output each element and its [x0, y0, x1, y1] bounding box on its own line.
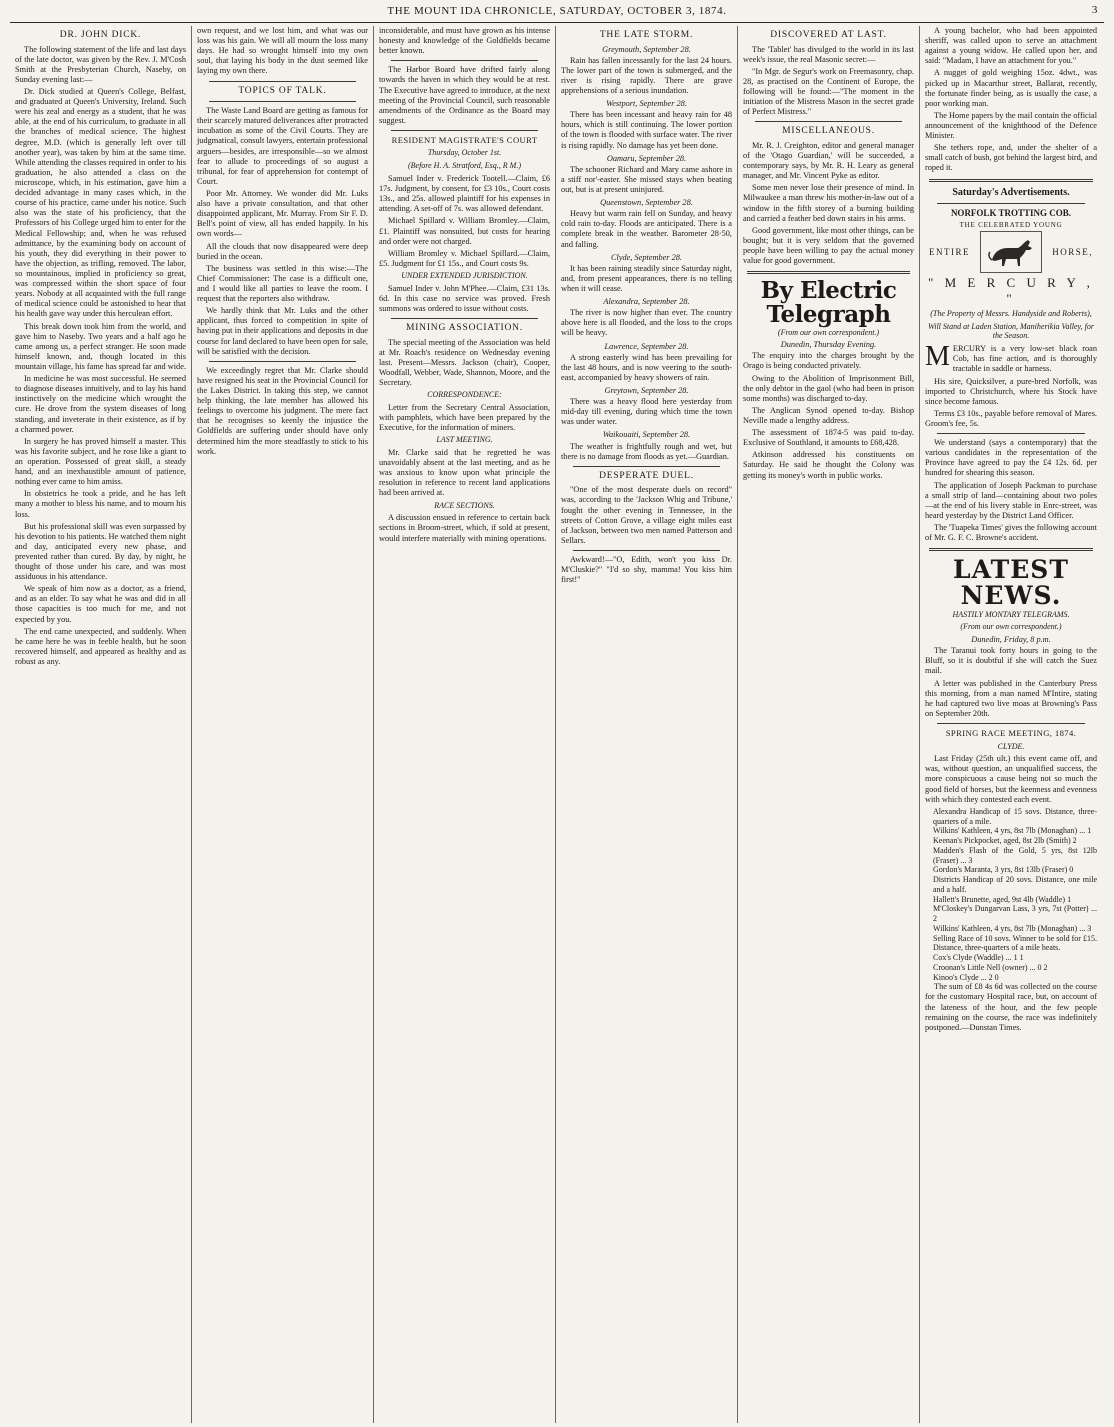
paragraph: Good government, like most other things, can be bought; but it is very seldom that the governed people have been willing to pay the actual money value for good government. — [743, 225, 914, 266]
race-result-line: Madden's Flash of the Gold, 5 yrs, 8st 12lb (Fraser) ... 3 — [933, 845, 1097, 865]
divider — [391, 60, 538, 61]
paragraph: We hardly think that Mr. Luks and the other applicant, thus forced to competition in spite of having put in their applications and deposits in due course for land declared to have been open for sale, will be satisfied with the decision. — [197, 306, 368, 356]
dateline: Dunedin, Friday, 8 p.m. — [971, 635, 1051, 645]
race-result-line: Wilkins' Kathleen, 4 yrs, 8st 7lb (Monaghan) ... 3 — [933, 923, 1092, 933]
ad-subtitle: THE CELEBRATED YOUNG — [959, 220, 1063, 229]
dateline: Greytown, September 28. — [604, 385, 689, 395]
paragraph: The schooner Richard and Mary came ashore in a stiff nor'-easter. She missed stays when beating out, but is at present uninjured. — [561, 164, 732, 194]
dateline: Alexandra, September 28. — [603, 297, 690, 307]
paragraph: The sum of £8 4s 6d was collected on the course for the customary Hospital race, but, on account of the lateness of the hour, and the few people remaining on the course, the race was indefinitely postponed.—Dunstan Times. — [925, 982, 1097, 1032]
dateline: Greymouth, September 28. — [602, 44, 691, 54]
article-heading-dr-john-dick: DR. JOHN DICK. — [59, 30, 142, 40]
divider — [573, 466, 720, 467]
divider — [391, 318, 538, 319]
article-heading-mining-association: MINING ASSOCIATION. — [405, 323, 524, 334]
banner-subtitle: (From our own correspondent.) — [777, 327, 880, 337]
paragraph: Owing to the Abolition of Imprisonment Bill, the only debtor in the gaol (who had been in prison some months) was discharged to-day. — [743, 373, 914, 403]
dateline: Queenstown, September 28. — [600, 198, 693, 208]
race-results — [933, 807, 1097, 983]
paragraph: There was a heavy flood here yesterday from mid-day till evening, during which time the town was under water. — [561, 397, 732, 427]
paragraph: Poor Mr. Attorney. We wonder did Mr. Luks also have a private consultation, and that other disappointed applicant, Mr. Murray. From Sir F. D. Bell's point of view, all has ended happily. In his own words— — [197, 189, 368, 239]
divider — [209, 361, 356, 362]
page-number: 3 — [1091, 4, 1098, 16]
paragraph: Mr. R. J. Creighton, editor and general manager of the 'Otago Guardian,' will be succeeded, a contemporary says, by Mr. R. H. Leary as general manager, and Mr. Vincent Pyke as editor. — [743, 140, 914, 181]
divider — [209, 101, 356, 102]
paragraph: The assessment of 1874-5 was paid to-day. Exclusive of Southland, it amounts to £68,428. — [743, 428, 914, 448]
divider — [747, 271, 910, 274]
paragraph: The application of Joseph Packman to purchase a small strip of land—containing about two poles—at the end of his livery stable in Enrc-street, was heard yesterday by the District Land Officer. — [925, 480, 1097, 520]
paragraph: In obstetrics he took a pride, and he has left many a mother to bless his name, and to mourn his loss. — [15, 489, 186, 519]
paragraph: In medicine he was most successful. He seemed to diagnose diseases intuitively, and to lay his hand instinctively on the medicine which wrought the cure. He drove from the system diseases of long standing, and inveterate in their existence, as if by a charmed power. — [15, 374, 186, 434]
ad-paragraph: His sire, Quicksilver, a pure-bred Norfolk, was imported to Christchurch, where his Stock have since become famous. — [925, 376, 1097, 406]
paragraph: Heavy but warm rain fell on Sunday, and heavy cold rain to-day. Floods are anticipated. There is a complete break in the weather. Barometer 28·50, and falling. — [561, 209, 732, 249]
column-4 — [556, 26, 738, 1423]
ad-horse-name: " M E R C U R Y , " — [928, 275, 1094, 307]
column-1 — [10, 26, 192, 1423]
paragraph: Atkinson addressed his constituents on Saturday. He said he thought the Colony was getting its money's worth in public works. — [743, 450, 914, 480]
paragraph: Letter from the Secretary Central Association, with pamphlets, which have been prepared by the Executive, for the information of miners. — [379, 402, 550, 433]
paragraph: Mr. Clarke said that he regretted he was unavoidably absent at the last meeting, and as he was anxious to know upon what principle the resolution in reference to recent land applications had been arrived at. — [379, 447, 550, 498]
subheading: (From our own correspondent.) — [960, 622, 1062, 632]
paragraph: All the clouds that now disappeared were deep buried in the ocean. — [197, 241, 368, 261]
ad-text: ERCURY is a very low-set black roan Cob, has fine action, and is thoroughly tractable in saddle or harness. — [952, 344, 1097, 374]
subheading: RACE SECTIONS. — [434, 500, 495, 510]
ad-title: NORFOLK TROTTING COB. — [950, 207, 1072, 218]
paragraph: A discussion ensued in reference to certain back sections in Broom-street, which, if sold at present, would interfere materially with mining operations. — [379, 513, 550, 543]
horse-engraving-icon — [984, 234, 1038, 270]
article-heading-desperate-duel: DESPERATE DUEL. — [599, 470, 694, 481]
race-result-line: Keenan's Pickpocket, aged, 8st 2lb (Smith) 2 — [933, 836, 1077, 846]
paragraph: Some men never lose their presence of mind. In Milwaukee a man threw his mother-in-law out of a window in the fifth storey of a burning building and carried a feather bed down stairs in his arms. — [743, 183, 914, 223]
paragraph: The river is now higher than ever. The country above here is all flooded, and the loss to the crops will be heavy. — [561, 308, 732, 338]
paragraph: The 'Tuapeka Times' gives the following account of Mr. G. F. C. Browne's accident. — [925, 522, 1097, 543]
dateline: Waikouaiti, September 28. — [602, 430, 691, 440]
paragraph: own request, and we lost him, and what was our loss was his gain. We will all mourn the loss many days. He had so wrought himself into my own soul, that laying his body in the dust seemed like laying my own there. — [197, 26, 368, 76]
dateline: Westport, September 28. — [606, 99, 687, 109]
race-result-line: Districts Handicap of 20 sovs. Distance, one mile and a half. — [933, 875, 1097, 894]
paragraph: The 'Tablet' has divulged to the world in its last week's issue, the real Masonic secret:— — [743, 44, 914, 64]
subheading: CORRESPONDENCE: — [427, 390, 502, 400]
paragraph: This break down took him from the world, and gave him to Naseby. Two years and a half ago he came among us, a perfect stranger. He soon made himself known, and, though located in this mountain village, his fame has spread far and wide. — [15, 321, 186, 371]
court-bench: (Before H. A. Stratford, Esq., R M.) — [407, 161, 522, 171]
paragraph: inconsiderable, and must have grown as his intense honesty and knowledge of the Goldfields became better known. — [379, 26, 550, 56]
race-result-line: Hallett's Brunette, aged, 9st 4lb (Waddle) 1 — [933, 894, 1072, 904]
paragraph: The Waste Land Board are getting as famous for their scarcely matured deliverances after protracted incubation as some of the Civil Courts. They are judgmatical, consult lawyers, entertain professional arguers—besides, are irresponsible—so we almost fear to allude to proceedings of so august a tribunal, for fear of apprehension for contempt of Court. — [197, 106, 368, 186]
column-6 — [920, 26, 1102, 1423]
divider — [573, 550, 720, 551]
article-heading-miscellaneous: MISCELLANEOUS. — [782, 126, 875, 137]
horse-icon — [980, 231, 1042, 273]
masthead — [10, 0, 1104, 23]
column-3 — [374, 26, 556, 1423]
paragraph: We speak of him now as a doctor, as a friend, and as an elder. To say what he was and did in all those capacities is too much for me, and not expected by you. — [15, 584, 186, 624]
race-result-line: Croonan's Little Nell (owner) ... 0 2 — [933, 962, 1048, 972]
paragraph: The Taranui took forty hours in going to the Bluff, so it is doubtful if she will catch the Suez mail. — [925, 646, 1097, 676]
ad-paragraph: Terms £3 10s., payable before removal of Mares. Groom's fee, 5s. — [925, 408, 1097, 428]
paragraph: Michael Spillard v. William Bromley.—Claim, £1. Plaintiff was nonsuited, but costs for hearing and order were not charged. — [379, 216, 550, 246]
column-2 — [192, 26, 374, 1423]
paragraph: We exceedingly regret that Mr. Clarke should have resigned his seat in the Provincial Council for the Lakes District. In taking this step, we cannot help thinking, the late member has allowed his feelings to overcome his judgment. The mere fact that he recognises so keenly the injustice the Goldfields are suffering under should have only determined him the more steadfastly to stick to his work. — [197, 365, 368, 456]
paragraph: We understand (says a contemporary) that the various candidates in the representation of the Province have agreed to pay the £4 12s. 6d. per hundred for shearing this season. — [925, 438, 1097, 478]
dateline: Lawrence, September 28. — [604, 341, 689, 351]
divider — [209, 81, 356, 82]
ad-station: Will Stand at Laden Station, Maniherikia Valley, for the Season. — [928, 321, 1094, 341]
paragraph: But his professional skill was even surpassed by his devotion to his patients. He watched them night and day, anticipated every new phase, and prevented rather than cured. By day, by night, he thought of those under his care, and was most assiduous in his attendance. — [15, 521, 186, 582]
ad-property: (The Property of Messrs. Handyside and Roberts), — [930, 308, 1092, 318]
paragraph: A nugget of gold weighing 15oz. 4dwt., was picked up in Macarthur street, Ballarat, recently, the fortunate finder being, as is usually the case, a poor working man. — [925, 68, 1097, 108]
article-heading-late-storm: THE LATE STORM. — [599, 30, 694, 40]
divider — [937, 203, 1085, 204]
article-heading-spring-race: SPRING RACE MEETING, 1874. — [945, 728, 1077, 739]
race-result-line: Gordon's Maranta, 3 yrs, 8st 13lb (Fraser) 0 — [933, 865, 1074, 875]
paragraph: There has been incessant and heavy rain for 48 hours, which is still continuing. The lower portion of the town is flooded with surface water. The river is rising rapidly. No damage has yet been done. — [561, 110, 732, 150]
article-heading-court: RESIDENT MAGISTRATE'S COURT — [391, 134, 538, 145]
paragraph: Samuel Inder v. Frederick Tootell.—Claim, £6 17s. Judgment, by consent, for £3 10s., Court costs 13s., and 25s. allowed plaintiff for his expenses in attending. A set-off of 7s. was allowed defendant. — [379, 173, 550, 214]
paragraph: The Anglican Synod opened to-day. Bishop Neville made a lengthy address. — [743, 405, 914, 426]
divider — [755, 121, 902, 122]
drop-cap-m: M — [925, 341, 950, 373]
paragraph: In surgery he has proved himself a master. This was his favorite subject, and he rose like a giant to an operation. Possessed of great skill, a steady hand, and an inexhaustible amount of patience, nothing ever came to him amiss. — [15, 436, 186, 487]
divider — [937, 723, 1085, 724]
dateline: Dunedin, Thursday Evening. — [780, 340, 877, 350]
court-date: Thursday, October 1st. — [427, 148, 502, 158]
dateline: Oamaru, September 28. — [606, 153, 687, 163]
divider — [391, 130, 538, 131]
ad-paragraph — [925, 341, 1097, 374]
paragraph: The Home papers by the mail contain the official announcement of the knighthood of the Defence Minister. — [925, 110, 1097, 141]
divider — [929, 548, 1093, 551]
race-result-line: Cox's Clyde (Waddle) ... 1 1 — [933, 953, 1024, 963]
subheading: HASTILY MONTARY TELEGRAMS. — [952, 609, 1070, 619]
race-result-line: Alexandra Handicap of 15 sovs. Distance, three-quarters of a mile. — [933, 806, 1097, 826]
subheading: LAST MEETING. — [436, 435, 493, 445]
paragraph: William Bromley v. Michael Spillard.—Claim, £5. Judgment for £1 15s., and Court costs 9s. — [379, 248, 550, 268]
article-heading-topics-of-talk: TOPICS OF TALK. — [238, 85, 327, 96]
paragraph: The Harbor Board have drifted fairly along towards the haven in which they would be at rest. The Executive have agreed to introduce, at the next meeting of the Provincial Council, such reasonable amendments of the Ordinance as the Board may suggest. — [379, 65, 550, 125]
paragraph: Samuel Inder v. John M'Phee.—Claim, £31 13s. 6d. In this case no service was proved. Fresh summons was ordered to issue without costs. — [379, 283, 550, 313]
ad-horse-label: HORSE, — [1052, 246, 1093, 257]
ad-horse-row — [929, 231, 1093, 273]
column-area — [10, 26, 1104, 1423]
paragraph: Dr. Dick studied at Queen's College, Belfast, and graduated at Queen's University, Ireland. Such were his zeal and energy as a student, that he was able, at the end of his curriculum, to graduate in all the branches of medical science. The highest degree, M.D. (which is generally left over till another year), was taken by him at the same time. While attending the classes required in order to his graduation, he also attended a class on the microscope, which, in his estimation, gave him a decided advantage in many cases which, in the course of his practice, came under his notice. Such also was the state of his proficiency, that the Professors of his College urged him to enter for the Medical Fellowship; and, when he was refused admittance, by the examining body on account of his youth, they did everything in their power to have the objection, as trifling, removed. The labor, so mountainous, implied in proficiency so great, was compressed within the short space of four years. Nobody at all acquainted with the full range of medical science could be astonished to hear that his health gave way under this herculean effort. — [15, 87, 186, 319]
paragraph: It has been raining steadily since Saturday night, and, from present appearances, there is no telling when it will cease. — [561, 263, 732, 293]
paragraph: She tethers rope, and, under the shelter of a small catch of bush, got behind the largest bird, and roped it. — [925, 143, 1097, 173]
paragraph: The special meeting of the Association was held at Mr. Roach's residence on Wednesday evening last. Present—Messrs. Jackson (chair), Cooper, Woodfall, Webber, Wade, Shannon, Moore, and the Secretary. — [379, 337, 550, 388]
advertisements-heading: Saturday's Advertisements. — [952, 186, 1070, 198]
paragraph: Rain has fallen incessantly for the last 24 hours. The lower part of the town is submerged, and the river is rising rapidly. There are grave apprehensions of a serious inundation. — [561, 55, 732, 96]
paragraph: "One of the most desperate duels on record" was, according to the 'Jackson Whig and Tribune,' fought the other evening in Tennessee, in the streets of Cotton Grove, a village eight miles east of Jackson, between two men named Patterson and Sellars. — [561, 485, 732, 545]
article-heading-discovered-at-last: DISCOVERED AT LAST. — [770, 30, 887, 40]
masthead-title: THE MOUNT IDA CHRONICLE, SATURDAY, OCTOBER 3, 1874. — [387, 5, 727, 17]
paragraph: A letter was published in the Canterbury Press this morning, from a man named M'Intire, stating he had captured two live moas at Browning's Pass on September 20th. — [925, 678, 1097, 718]
dateline: Clyde, September 28. — [611, 252, 682, 262]
race-location: CLYDE. — [997, 741, 1025, 751]
paragraph: Last Friday (25th ult.) this event came off, and was, without question, an unqualified success, the more conspicuous a cause being not so much the good field of horses, but the keenness and evenness with which they contested each event. — [925, 754, 1097, 804]
column-5 — [738, 26, 920, 1423]
paragraph: A strong easterly wind has been prevailing for the last 48 hours, and is now veering to the south-east, accompanied by heavy showers of rain. — [561, 352, 732, 382]
paragraph: The end came unexpected, and suddenly. When he came here he was in feeble health, but he soon recovered himself, and appeared as healthy and as robust as any. — [15, 626, 186, 667]
race-result-line: Wilkins' Kathleen, 4 yrs, 8st 7lb (Monaghan) ... 1 — [933, 826, 1092, 836]
ad-entire-label: ENTIRE — [929, 246, 970, 257]
divider — [929, 179, 1093, 182]
paragraph: The following statement of the life and last days of the late doctor, was given by the Rev. J. M'Cosh Smith at the Presbyterian Church, Naseby, on Sunday evening last:— — [15, 44, 186, 84]
race-result-line: M'Closkey's Dungarvan Lass, 3 yrs, 7st (Potter) ... 2 — [933, 904, 1097, 924]
race-result-line: Kinoo's Clyde ... 2 0 — [933, 972, 999, 982]
banner-electric-telegraph: By Electric Telegraph — [760, 277, 897, 329]
subheading: UNDER EXTENDED JURISDICTION. — [401, 270, 528, 280]
paragraph: "In Mgr. de Segur's work on Freemasonry, chap. 28, as practised on the Continent of Europe, the following will be found:—"The moment in the initiation of the Mistress Mason in the secret grade of Perfect Mistress." — [743, 66, 914, 117]
paragraph: A young bachelor, who had been appointed sheriff, was called upon to serve an attachment against a young widow. He called upon her, and said: "Madam, I have an attachment for you." — [925, 26, 1097, 66]
race-result-line: Selling Race of 10 sovs. Winner to be sold for £15. Distance, three-quarters of a mile heats. — [933, 933, 1097, 953]
paragraph: The enquiry into the charges brought by the Orago is being conducted privately. — [743, 351, 914, 371]
paragraph: Awkward!—"O, Edith, won't you kiss Dr. M'Cluskie?" "I'd so shy, mamma! You kiss him first!" — [561, 554, 732, 585]
banner-latest-news: LATEST NEWS. — [953, 555, 1069, 611]
paragraph: The weather is frightfully rough and wet, but there is no damage from floods as yet.—Guardian. — [561, 441, 732, 461]
divider — [937, 433, 1085, 434]
paragraph: The business was settled in this wise:—The Chief Commissioner: The case is a difficult one, and I would like all parties to leave the room. I request that the reporters also withdraw. — [197, 263, 368, 304]
